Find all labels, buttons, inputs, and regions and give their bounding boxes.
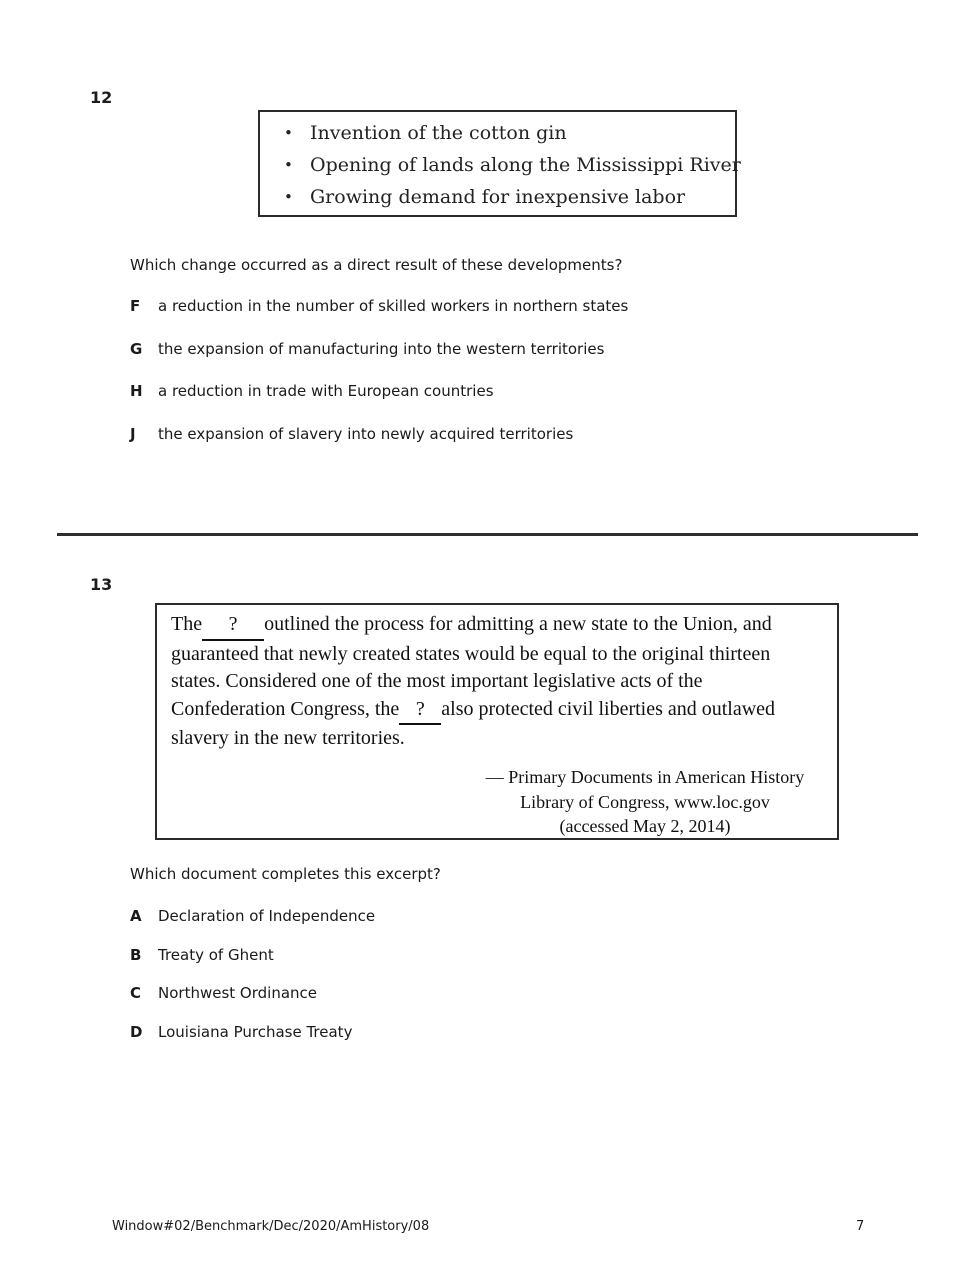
list-item bbox=[260, 149, 741, 181]
bullet-icon: • bbox=[284, 124, 293, 142]
bullet-text: Growing demand for inexpensive labor bbox=[310, 186, 686, 208]
option-letter: F bbox=[130, 297, 141, 315]
question-13-option-c bbox=[130, 984, 317, 1002]
question-13-number: 13 bbox=[90, 575, 113, 594]
question-13-option-d bbox=[130, 1023, 352, 1041]
question-12-option-j bbox=[130, 425, 573, 443]
question-12-number: 12 bbox=[90, 88, 113, 107]
list-item bbox=[260, 181, 735, 213]
section-divider bbox=[57, 533, 918, 536]
option-text: Northwest Ordinance bbox=[158, 984, 317, 1002]
option-letter: A bbox=[130, 907, 142, 925]
bullet-icon: • bbox=[284, 188, 293, 206]
question-12-option-f bbox=[130, 297, 628, 315]
question-12-stimulus-box bbox=[258, 110, 741, 217]
option-text: Louisiana Purchase Treaty bbox=[158, 1023, 353, 1041]
option-letter: B bbox=[130, 946, 142, 964]
excerpt-paragraph bbox=[157, 605, 837, 753]
bullet-text: Invention of the cotton gin bbox=[310, 122, 567, 144]
option-letter: D bbox=[130, 1023, 143, 1041]
attribution-line: — Primary Documents in American History bbox=[485, 767, 805, 787]
option-letter: C bbox=[130, 984, 142, 1002]
option-letter: J bbox=[130, 425, 136, 443]
option-text: the expansion of manufacturing into the western territories bbox=[158, 340, 605, 358]
footer-document-path: Window#02/Benchmark/Dec/2020/AmHistory/08 bbox=[112, 1219, 430, 1234]
option-text: a reduction in trade with European countries bbox=[158, 382, 494, 400]
list-item bbox=[260, 117, 735, 149]
footer-page-number: 7 bbox=[856, 1219, 865, 1234]
option-letter: H bbox=[130, 382, 143, 400]
option-text: Treaty of Ghent bbox=[158, 946, 274, 964]
question-13-prompt: Which document completes this excerpt? bbox=[130, 865, 441, 883]
question-12-option-g bbox=[130, 340, 604, 358]
question-12-prompt: Which change occurred as a direct result of these developments? bbox=[130, 256, 623, 274]
question-12-option-h bbox=[130, 382, 494, 400]
option-text: a reduction in the number of skilled workers in northern states bbox=[158, 297, 629, 315]
bullet-icon: • bbox=[284, 156, 293, 174]
attribution-line: (accessed May 2, 2014) bbox=[559, 816, 731, 836]
fill-in-blank-2: ? bbox=[399, 696, 441, 726]
option-letter: G bbox=[130, 340, 143, 358]
source-attribution bbox=[467, 765, 823, 839]
bullet-text: Opening of lands along the Mississippi River bbox=[310, 154, 741, 176]
attribution-line: Library of Congress, www.loc.gov bbox=[520, 791, 770, 812]
fill-in-blank-1: ? bbox=[202, 611, 264, 641]
excerpt-text: outlined the process for admitting a new state to the Union, and guaranteed that newly created states would be equal to the original thirteen states. Considered one of the most important legislative acts of the Confederation Congress, the bbox=[171, 613, 772, 720]
stimulus-bullet-list bbox=[260, 112, 741, 213]
excerpt-text: also protected civil liberties and outlawed slavery in the new territories. bbox=[171, 697, 776, 749]
question-13-excerpt-box bbox=[155, 603, 839, 840]
question-13-option-b bbox=[130, 946, 274, 964]
excerpt-text: The bbox=[171, 613, 203, 635]
option-text: Declaration of Independence bbox=[158, 907, 376, 925]
option-text: the expansion of slavery into newly acquired territories bbox=[158, 425, 574, 443]
question-13-option-a bbox=[130, 907, 375, 925]
